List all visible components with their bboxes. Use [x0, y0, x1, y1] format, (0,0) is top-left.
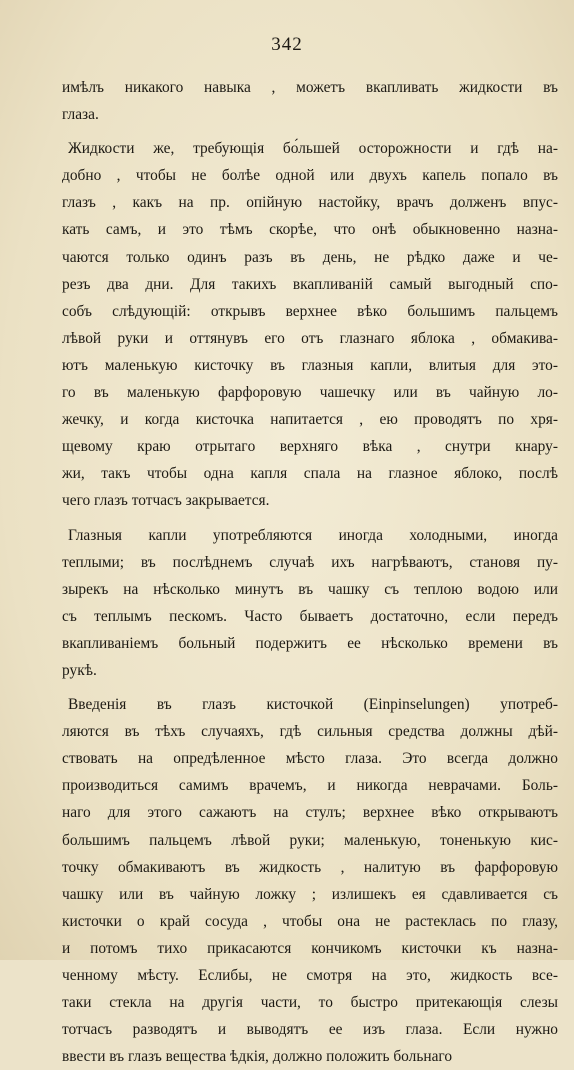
text-line: ввести въ глазъ вещества ѣдкія, должно положить больнаго: [62, 1048, 453, 1066]
text-line: производиться самимъ врачемъ, и никогда невpачами. Боль-: [62, 777, 558, 795]
paragraph: [62, 135, 558, 514]
paragraph: [62, 522, 558, 685]
text-line: Введенія въ глазъ кисточкой (Einpinselungen) употреб-: [68, 696, 558, 714]
text-line: жи, такъ чтобы одна капля спала на глазное яблоко, послѣ: [62, 465, 558, 483]
text-line: ствовать на опредѣленное мѣсто глаза. Это всегда должно: [62, 750, 558, 768]
text-line: кисточки о край сосуда , чтобы она не растеклась по глазу,: [62, 912, 558, 930]
text-line: щевому краю отрытагo верхняго вѣка , снутри кнару-: [62, 438, 558, 456]
text-line: имѣлъ никакого навыка , можетъ вкапливать жидкости въ: [62, 79, 558, 96]
text-line: Жидкости же, требующія бо́льшей осторожности и гдѣ на-: [68, 140, 558, 158]
text-line: чего глазъ тотчасъ закрывается.: [62, 492, 270, 510]
text-line: теплыми; въ послѣднемъ случаѣ ихъ нагрѣваютъ, становя пу-: [62, 553, 558, 571]
text-line: наго для этого сажаютъ на стулъ; верхнее вѣко открываютъ: [62, 804, 558, 822]
text-line: таки стекла на другія части, то быстро притекающія слезы: [62, 994, 558, 1012]
body-text: [62, 74, 558, 1070]
text-line: резъ два дни. Для такихъ вкапливаній самый выгодный спо-: [62, 275, 558, 293]
text-line: кать самъ, и это тѣмъ скорѣе, что онѣ обыкновенно назна-: [62, 221, 558, 239]
text-line: глаза.: [62, 106, 99, 124]
text-line: рукѣ.: [62, 661, 97, 679]
text-line: жечку, и когда кисточка напитается , ею проводятъ по хря-: [62, 411, 558, 429]
text-line: глазъ , какъ на пр. опійную настойку, врачъ долженъ впус-: [62, 194, 558, 212]
text-line: добно , чтобы не болѣе одной или двухъ капель попало въ: [62, 167, 558, 185]
text-line: съ теплымъ пескомъ. Часто бываетъ достаточно, если передъ: [62, 607, 558, 625]
paragraph-gap: [62, 128, 558, 135]
text-line: ляются въ тѣхъ случаяхъ, гдѣ сильныя средства должны дѣй-: [62, 723, 558, 741]
paragraph-gap: [62, 684, 558, 691]
text-line: собъ слѣдующій: открывъ верхнее вѣко большимъ пальцемъ: [62, 302, 558, 320]
text-line: Глазныя капли употребляются иногда холодными, иногда: [68, 526, 558, 544]
text-line: го въ маленькую фарфоровую чашечку или въ чайную ло-: [62, 384, 558, 402]
text-line: зырекъ на нѣсколько минутъ въ чашку съ теплою водою или: [62, 580, 558, 598]
text-line: ютъ маленькую кисточку въ глазныя капли, влитыя для это-: [62, 356, 558, 374]
text-line: и потомъ тихо прикасаются кончикомъ кисточки къ назна-: [62, 939, 558, 957]
page-number: 342: [271, 34, 303, 55]
text-line: лѣвой руки и оттянувъ его отъ глазнаго яблока , обмакива-: [62, 329, 558, 347]
paragraph-gap: [62, 515, 558, 522]
paragraph: [62, 74, 558, 128]
text-line: точку обмакиваютъ въ жидкость , налитую въ фарфоровую: [62, 858, 558, 876]
text-line: ченному мѣсту. Еслибы, не смотря на это, жидкость все-: [62, 967, 558, 984]
text-line: тотчасъ разводятъ и выводятъ ее изъ глаза. Если нужно: [62, 1021, 558, 1039]
text-line: чашку или въ чайную ложку ; излишекъ ея сдавливается съ: [62, 885, 558, 903]
paragraph: [62, 691, 558, 1070]
text-line: большимъ пальцемъ лѣвой руки; маленькую, тоненькую кис-: [62, 831, 558, 849]
text-line: чаются только одинъ разъ въ день, не рѣдко даже и че-: [62, 248, 558, 266]
text-line: вкапливаніемъ больный подержитъ ее нѣсколько времени въ: [62, 634, 558, 652]
